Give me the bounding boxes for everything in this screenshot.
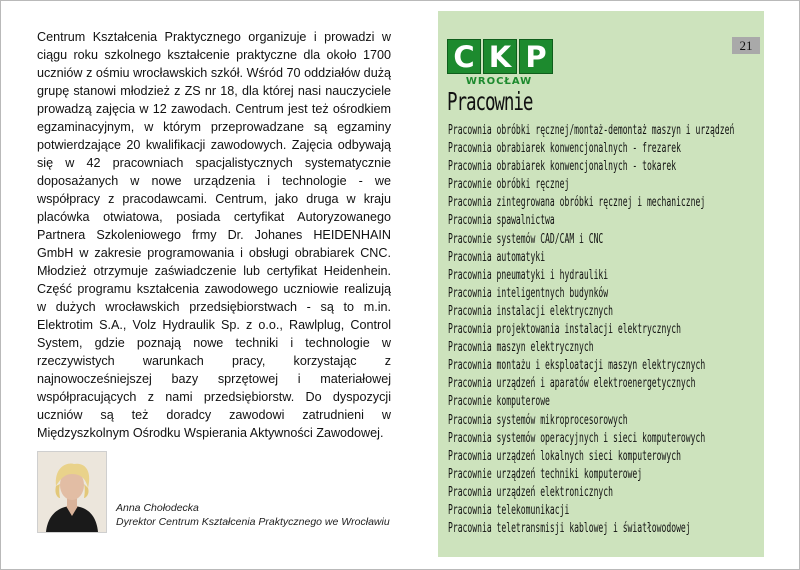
workshop-item: Pracownia maszyn elektrycznych [448, 340, 594, 356]
workshops-panel [438, 11, 764, 557]
left-page [37, 28, 391, 442]
workshop-item: Pracownia spawalnictwa [448, 213, 555, 229]
workshop-list [448, 122, 800, 538]
workshop-item: Pracownie urządzeń techniki komputerowej [448, 466, 643, 482]
logo-letters [447, 39, 557, 74]
logo-letter-p: P [519, 39, 553, 74]
workshop-item: Pracownia obrabiarek konwencjonalnych - frezarek [448, 141, 681, 157]
workshop-item: Pracownia instalacji elektrycznych [448, 303, 613, 319]
workshop-item: Pracownia systemów operacyjnych i sieci komputerowych [448, 430, 706, 446]
workshop-item: Pracownia telekomunikacji [448, 502, 570, 518]
photo-caption [116, 501, 406, 529]
logo-letter-k: K [483, 39, 517, 74]
workshop-item: Pracownia automatyki [448, 249, 546, 265]
workshop-item: Pracownia pneumatyki i hydrauliki [448, 267, 609, 283]
workshop-item: Pracownia obrabiarek konwencjonalnych - tokarek [448, 159, 677, 175]
workshop-item: Pracownie obróbki ręcznej [448, 177, 570, 193]
director-photo [37, 451, 107, 533]
workshop-item: Pracownia obróbki ręcznej/montaż-demontaż maszyn i urządzeń [448, 123, 735, 138]
director-photo-illustration [38, 452, 106, 532]
panel-title: Pracownie [447, 87, 533, 116]
caption-name: Anna Chołodecka [116, 502, 199, 514]
workshop-item: Pracownia systemów mikroprocesorowych [448, 412, 628, 428]
workshop-item: Pracownia teletransmisji kablowej i światłowodowej [448, 521, 691, 537]
caption-role: Dyrektor Centrum Kształcenia Praktycznego we Wrocławiu [116, 516, 390, 528]
workshop-item: Pracownie komputerowe [448, 394, 550, 410]
workshop-item: Pracownia projektowania instalacji elektrycznych [448, 322, 681, 338]
logo-letter-c: C [447, 39, 481, 74]
workshop-item: Pracownia montażu i eksploatacji maszyn elektrycznych [448, 358, 706, 374]
workshop-item: Pracownie systemów CAD/CAM i CNC [448, 231, 604, 247]
logo-city: WROCŁAW [465, 76, 533, 87]
workshop-item: Pracownia urządzeń lokalnych sieci komputerowych [448, 448, 681, 464]
workshop-item: Pracownia urządzeń i aparatów elektroenergetycznych [448, 376, 696, 392]
page-number: 21 [732, 37, 760, 54]
workshop-item: Pracownia inteligentnych budynków [448, 285, 609, 301]
intro-paragraph: Centrum Kształcenia Praktycznego organizuje i prowadzi w ciągu roku szkolnego kształcenie praktyczne dla około 1700 uczniów z ośmiu wrocławskich szkół. Wśród 70 oddziałów dużą grupę stanowi młodzież z ZS nr 18, dla której nasi nauczyciele prowadzą zajęcia w 12 zawodach. Centrum jest też ośrodkiem egzaminacyjnym, w którym przeprowadzane są egzaminy potwierdzające 20 kwalifikacji zawodowych. Zajęcia odbywają się w 42 pracowniach spacjalistycznych systematycznie doposażanych w nowe urządzenia i technologie - we współpracy z pracodawcami. Centrum, jako druga w kraju placówka otwiatowa, posiada certyfikat Autoryzowanego Partnera Szkoleniowego frmy Dr. Johanes HEIDENHAIN GmbH w zakresie programowania i obsługi obrabiarek CNC. Młodzież otrzymuje zaświadczenie lub certyfikat Heidenhein. Część programu kształcenia zawodowego uczniowie realizują w dużych wrocławskich przedsiębiorstwach - są to m.in. Elektrotim S.A., Volz Hydraulik Sp. z o.o., Rawlplug, Control System, gdzie poznają nowe techniki i technologie w rzeczywistych warunkach pracy, korzystając z najnowocześniejszej bazy sprzętowej i materiałowej współpracujących z nami przedsiębiorstw. Do dyspozycji uczniów są też doradcy zawodowi zatrudnieni w Międzyszkolnym Ośrodku Wspierania Aktywności Zawodowej. [37, 30, 391, 440]
workshop-item: Pracownia zintegrowana obróbki ręcznej i mechanicznej [448, 195, 706, 211]
workshop-item: Pracownia urządzeń elektronicznych [448, 484, 613, 500]
